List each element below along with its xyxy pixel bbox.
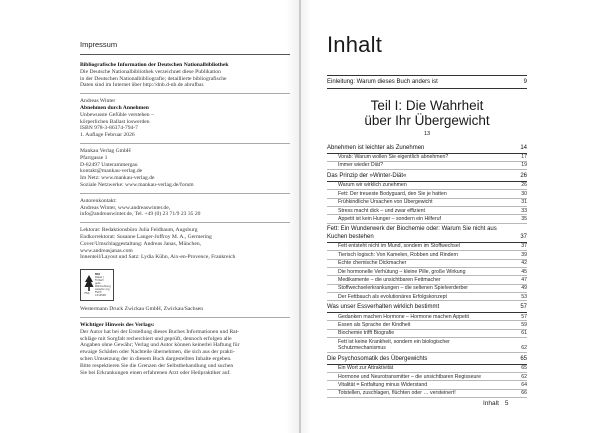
toc-entry (327, 207, 527, 215)
toc-chapter (327, 353, 527, 365)
toc-entry-page: 17 (521, 154, 527, 161)
toc-entry-page: 37 (521, 243, 527, 250)
toc-entry-label: Fett ist keine Krankheit, sondern ein biologischer Schutzmechanismus (338, 338, 450, 352)
toc-entry-label: Immer wieder Diät? (338, 162, 383, 169)
biblio-title: Bibliografische Information der Deutschen Nationalbibliothek (80, 62, 229, 68)
toc-entry (327, 381, 527, 389)
notice-line: Bitte respektieren Sie die Grenzen der Selbstbehandlung und suchen (80, 362, 234, 369)
toc-chapter-title: Was unser Essverhalten wirklich bestimmt (327, 303, 440, 310)
part-page-number: 13 (423, 131, 431, 137)
author-contact-title: Autorenkontakt: (80, 197, 117, 204)
toc-chapter-title: Die Psychosomatik des Übergewichts (327, 355, 428, 362)
toc-entry-page: 62 (521, 345, 527, 352)
toc-entry (327, 330, 527, 338)
toc-entry-page: 53 (521, 293, 527, 300)
toc-entry-label: Appetit ist kein Hunger – sondern ein Hilferuf (338, 215, 441, 222)
author-contact-block (80, 198, 290, 223)
toc-entry-page: 33 (521, 207, 527, 214)
publisher-block (80, 148, 290, 194)
part-title-line: über Ihr Übergewicht (364, 113, 490, 128)
toc-entry-page: 64 (521, 381, 527, 388)
toc-entry-label: Stress macht dick – und zwar effizient (338, 207, 425, 214)
toc-chapter-page: 37 (520, 233, 527, 240)
toc-entry-page: 39 (521, 251, 527, 258)
toc-entry-page: 31 (521, 199, 527, 206)
credit-line: www.andreasjanas.com (80, 247, 133, 254)
book-isbn: ISBN 978-3-86374-794-7 (80, 125, 138, 132)
fsc-label-line: MIX (95, 273, 101, 277)
toc-entry-page: 45 (521, 268, 527, 275)
toc-entry (327, 313, 527, 321)
toc-entry-page: 35 (521, 215, 527, 222)
biblio-info-block (80, 62, 290, 94)
part-title-line: Teil I: Die Wahrheit (370, 98, 484, 113)
toc-entry-page: 19 (521, 162, 527, 169)
toc-entry (327, 321, 527, 329)
toc-entry-label: Der Fettbauch als evolutionäres Erfolgskonzept (338, 293, 447, 300)
fsc-label (95, 273, 112, 297)
credits-block (80, 227, 290, 265)
notice-line: Der Autor hat bei der Erstellung dieses Buches Informationen und Rat- (80, 328, 240, 335)
credit-line: Endkorrektorat: Susanne Langer-Joffroy M. A., Germering (80, 233, 212, 240)
printer-line: Westermann Druck Zwickau GmbH, Zwickau/Sachsen (80, 306, 204, 313)
toc-entry-page: 65 (521, 365, 527, 372)
toc-chapter-page: 65 (520, 355, 527, 362)
publisher-line: D-82497 Unterammergau (80, 161, 138, 168)
toc-entry (327, 276, 527, 284)
toc-entry-page: 62 (521, 373, 527, 380)
toc-entry-page: 30 (521, 190, 527, 197)
toc-entry-label: Biochemie trifft Biografie (338, 330, 395, 337)
toc-entry-label: Fett entsteht nicht im Mund, sondern im Stoffwechsel (338, 243, 460, 250)
toc-entry (327, 365, 527, 373)
toc-entry (327, 190, 527, 198)
notice-title: Wichtiger Hinweis des Verlags: (80, 321, 155, 328)
fsc-label-line: Papier | Fördert (95, 276, 104, 283)
book-title: Abnehmen durch Annehmen (80, 104, 149, 111)
gutter-shadow-right (301, 0, 311, 433)
toc-entry (327, 243, 527, 251)
toc-intro-page: 9 (523, 79, 527, 85)
book-author: Andreas Winter (80, 98, 116, 105)
author-contact-line: info@andreaswinter.de, Tel. +49 (0) 23 71/9 23 35 20 (80, 211, 201, 218)
toc-entry-page: 26 (521, 182, 527, 189)
toc-entry (327, 154, 527, 162)
biblio-line: Daten sind im Internet über http://dnb.d-nb.de abrufbar. (80, 82, 205, 89)
biblio-line: Die Deutsche Nationalbibliothek verzeichnet diese Publikation (80, 68, 221, 75)
printer-block (80, 306, 290, 318)
footer-label: Inhalt (483, 400, 499, 407)
publisher-line: Pfarrgasse 1 (80, 154, 108, 161)
fsc-logo (80, 269, 114, 301)
toc-entry-page: 57 (521, 313, 527, 320)
fsc-label-line: gute Waldnutzung (95, 282, 111, 289)
toc-chapter-title: Fett: Ein Wunderwerk der Biochemie oder: Warum Sie nicht aus Kuchen bestehen (327, 226, 497, 240)
impressum-page (80, 40, 290, 376)
toc-entry (327, 260, 527, 268)
publisher-notice-block (80, 322, 290, 376)
publisher-line: Im Netz: www.mankau-verlag.de (80, 175, 155, 182)
toc-entry-page: 42 (521, 260, 527, 267)
credit-line: Innenteil/Layout und Satz: Lydia Kühn, Aix-en-Provence, Frankreich (80, 254, 236, 261)
toc-entry-label: Essen als Sprache der Kindheit (338, 321, 411, 328)
toc-entry-intro (327, 75, 527, 89)
toc-entry (327, 373, 527, 381)
fsc-label-line: FSC® C110508 (95, 291, 106, 298)
toc-entry-page: 66 (521, 390, 527, 397)
toc-entry-label: Tierisch logisch: Von Kamelen, Robben und Rindern (338, 251, 459, 258)
toc-entry (327, 215, 527, 223)
toc-entry (327, 182, 527, 190)
biblio-line: in der Deutschen Nationalbibliografie; detaillierte bibliografische (80, 75, 227, 82)
toc-chapter (327, 170, 527, 182)
toc-chapter (327, 142, 527, 154)
toc-chapter-page: 57 (520, 303, 527, 310)
notice-line: Angaben ohne Gewähr; Verlag und Autor können keinerlei Haftung für (80, 342, 240, 349)
toc-chapter-page: 14 (520, 144, 527, 151)
toc-entry-label: Totstellen, zuschlagen, flüchten oder … versteinert! (338, 390, 456, 397)
toc-entry-label: Fett: Der treueste Bodyguard, den Sie je hatten (338, 190, 447, 197)
notice-line: schläge mit Sorgfalt recherchiert und geprüft, dennoch erfolgen alle (80, 335, 232, 342)
toc-chapter-title: Abnehmen ist leichter als Zunehmen (327, 144, 425, 151)
toc-entry (327, 251, 527, 259)
toc-entry-label: Frühkindliche Ursachen von Übergewicht (338, 199, 433, 206)
book-subtitle: Unbewusste Gefühle verstehen – (80, 111, 154, 118)
publisher-line: Soziale Netzwerke: www.mankau-verlag.de/forum (80, 181, 194, 188)
publisher-line: Mankau Verlag GmbH (80, 147, 131, 154)
author-contact-line: Andreas Winter, www.andreaswinter.de, (80, 204, 171, 211)
credit-line: Lektorat: Redaktionsbüro Julia Feldbaum, Augsburg (80, 227, 198, 234)
book-subtitle: körperlichen Ballast loswerden (80, 118, 150, 125)
book-info-block (80, 98, 290, 144)
notice-line: Sie bei Erkrankungen einen erfahrenen Arzt oder Heilpraktiker auf. (80, 369, 231, 376)
credit-line: Cover/Umschlaggestaltung: Andreas Janas, München, (80, 240, 202, 247)
toc-entry (327, 285, 527, 293)
toc-entry-label: Gedanken machen Hormone – Hormone machen Appetit (338, 313, 469, 320)
toc-entry (327, 268, 527, 276)
toc-chapter (327, 224, 527, 243)
toc-entry-label: Medikamente – die unsichtbaren Fettmacher (338, 276, 441, 283)
toc-entry (327, 338, 527, 353)
contents-title: Inhalt (327, 32, 383, 57)
toc-entry-label: Warum wir wirklich zunehmen (338, 182, 407, 189)
toc-chapter (327, 301, 527, 313)
toc-entry-label: Hormone und Neurotransmitter – die unsichtbaren Regisseure (338, 373, 482, 380)
toc-entry-label: Vorab: Warum wollen Sie eigentlich abnehmen? (338, 154, 449, 161)
toc-entry-label: Echte chemische Dickmacher (338, 260, 407, 267)
book-edition: 1. Auflage Februar 2026 (80, 132, 135, 139)
toc-entry-label: Die hormonelle Verhütung – kleine Pille, große Wirkung (338, 268, 466, 275)
toc-chapter-title: Das Prinzip der »Winter-Diät« (327, 172, 407, 179)
toc-entry-label: Stoffwechselerkrankungen – die seltenen Spielverderber (338, 285, 468, 292)
impressum-heading: Impressum (80, 40, 290, 55)
fsc-tree-icon (84, 274, 94, 294)
toc-entry (327, 390, 527, 398)
toc-entry (327, 162, 527, 170)
notice-line: schen Umsetzung der in diesem Buch dargestellten Inhalte ergeben. (80, 355, 232, 362)
toc-chapter-page: 26 (520, 172, 527, 179)
toc-entry-page: 59 (521, 321, 527, 328)
toc-entry-page: 49 (521, 285, 527, 292)
footer-page-number: 5 (504, 400, 509, 407)
toc-chapter-list (327, 142, 527, 398)
toc-entry-label: Ein Wort zur Attraktivität (338, 365, 394, 372)
publisher-line: kontakt@mankau-verlag.de (80, 168, 143, 175)
notice-line: etwaige Schäden oder Nachteile übernehmen, die sich aus der prakti- (80, 349, 235, 356)
contents-page (327, 32, 527, 398)
toc-entry-label: Vitalität = Entfaltung minus Widerstand (338, 381, 428, 388)
part-title (327, 98, 527, 128)
toc-entry (327, 199, 527, 207)
page-footer (483, 400, 509, 407)
fsc-label-line: www.fsc.org (95, 288, 110, 292)
toc-entry-page: 61 (521, 330, 527, 337)
toc-entry-page: 47 (521, 276, 527, 283)
svg-text:FSC: FSC (84, 290, 90, 295)
toc-intro-label: Einleitung: Warum dieses Buch anders ist (327, 79, 438, 85)
toc-entry (327, 293, 527, 301)
